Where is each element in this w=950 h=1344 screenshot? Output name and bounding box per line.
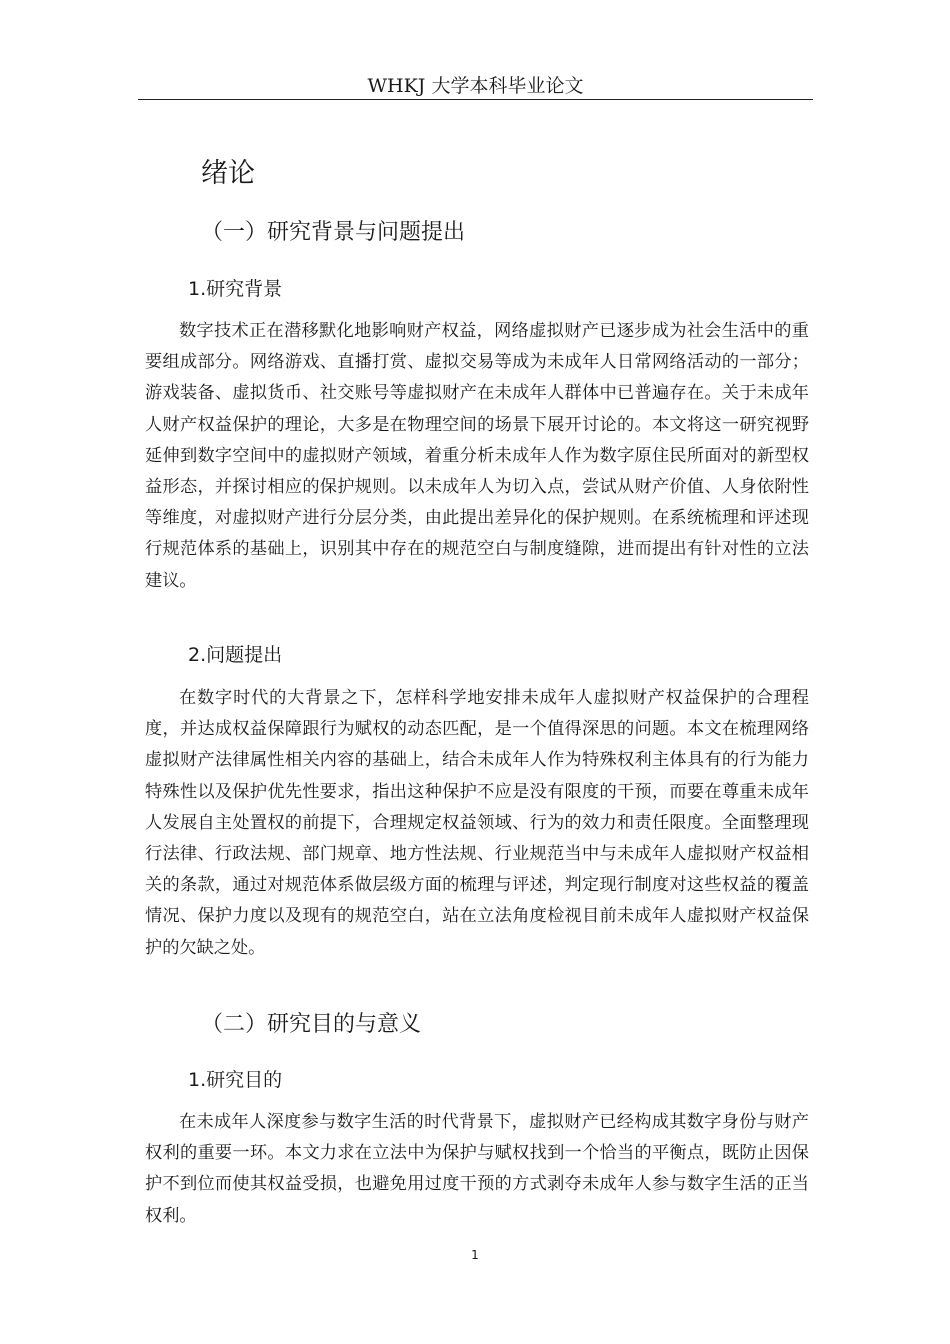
paragraph-background: 数字技术正在潜移默化地影响财产权益，网络虚拟财产已逐步成为社会生活中的重要组成部分。网络游戏、直播打赏、虚拟交易等成为未成年人日常网络活动的一部分；游戏装备、虚拟货币、社交账号等虚拟财产在未成年人群体中已普遍存在。关于未成年人财产权益保护的理论，大多是在物理空间的场景下展开讨论的。本文将这一研究视野延伸到数字空间中的虚拟财产领域，着重分析未成年人作为数字原住民所面对的新型权益形态，并探讨相应的保护规则。以未成年人为切入点，尝试从财产价值、人身依附性等维度，对虚拟财产进行分层分类，由此提出差异化的保护规则。在系统梳理和评述现行规范体系的基础上，识别其中存在的规范空白与制度缝隙，进而提出有针对性的立法建议。 xyxy=(145,321,809,591)
chapter-title: 绪论 xyxy=(201,158,255,189)
section-heading-background: （一）研究背景与问题提出 xyxy=(201,220,466,245)
subsection-heading-purpose: 1.研究目的 xyxy=(188,1069,283,1091)
paragraph-problem: 在数字时代的大背景之下，怎样科学地安排未成年人虚拟财产权益保护的合理程度，并达成权益保障跟行为赋权的动态匹配，是一个值得深思的问题。本文在梳理网络虚拟财产法律属性相关内容的基础上，结合未成年人作为特殊权利主体具有的行为能力特殊性以及保护优先性要求，指出这种保护不应是没有限度的干预，而要在尊重未成年人发展自主处置权的前提下，合理规定权益领域、行为的效力和责任限度。全面整理现行法律、行政法规、部门规章、地方性法规、行业规范当中与未成年人虚拟财产权益相关的条款，通过对规范体系做层级方面的梳理与评述，判定现行制度对这些权益的覆盖情况、保护力度以及现有的规范空白，站在立法角度检视目前未成年人虚拟财产权益保护的欠缺之处。 xyxy=(145,688,809,958)
header-divider xyxy=(138,99,813,100)
section-heading-purpose: （二）研究目的与意义 xyxy=(201,1012,422,1037)
subsection-heading-background: 1.研究背景 xyxy=(188,278,283,300)
subsection-heading-problem: 2.问题提出 xyxy=(188,644,283,666)
page-number: 1 xyxy=(471,1248,479,1262)
paragraph-purpose: 在未成年人深度参与数字生活的时代背景下，虚拟财产已经构成其数字身份与财产权利的重要一环。本文力求在立法中为保护与赋权找到一个恰当的平衡点，既防止因保护不到位而使其权益受损，也避免用过度干预的方式剥夺未成年人参与数字生活的正当权利。 xyxy=(145,1112,809,1226)
running-header: WHKJ 大学本科毕业论文 xyxy=(367,75,584,97)
